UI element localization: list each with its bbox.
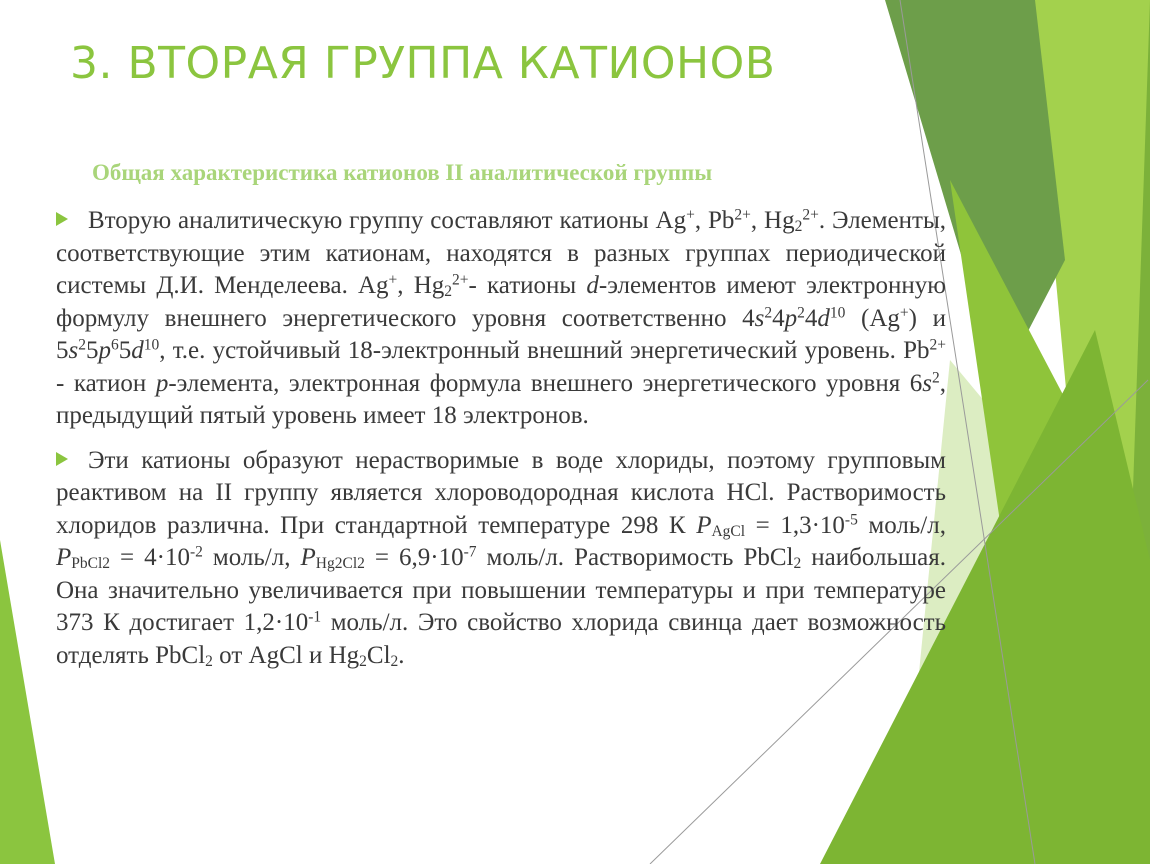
text-segment: + <box>388 271 398 289</box>
text-segment: моль/л. Это свойство хлорида свинца дает возможность отделять PbCl <box>56 609 946 669</box>
text-segment: - катион <box>56 369 156 397</box>
text-segment: = 6,9·10 <box>364 544 464 571</box>
text-segment: 2 <box>764 303 773 321</box>
text-segment: 2 <box>797 303 805 321</box>
triangle-bullet-icon <box>56 452 68 466</box>
text-segment: 2 <box>444 283 453 301</box>
bullet-list <box>56 205 946 672</box>
text-segment: 2+ <box>802 206 819 224</box>
text-segment: 5 <box>85 337 99 364</box>
text-segment: Вторую аналитическую группу составляют катионы Ag <box>88 207 687 234</box>
bullet-item-1 <box>56 205 946 433</box>
text-segment: s <box>68 337 79 364</box>
text-segment: 2 <box>793 555 802 573</box>
text-segment: d <box>131 337 144 364</box>
text-segment: -7 <box>463 543 477 561</box>
text-segment: Hg2Cl2 <box>315 555 365 573</box>
text-segment: (Ag <box>845 304 900 332</box>
text-segment: ) и 5 <box>56 304 946 364</box>
text-segment: 2 <box>932 368 940 386</box>
text-segment: P <box>56 544 72 571</box>
bullet-text-2 <box>56 447 946 669</box>
text-segment: 10 <box>829 303 846 321</box>
text-segment: Cl <box>366 641 391 669</box>
text-segment: , Hg <box>397 272 445 299</box>
text-segment: p <box>155 369 169 397</box>
text-segment: 5 <box>118 337 132 364</box>
text-segment: моль/л. Растворимость PbCl <box>476 544 794 571</box>
text-segment: p <box>98 337 111 364</box>
text-segment: . <box>398 641 405 669</box>
text-segment: -2 <box>190 543 203 561</box>
triangle-bullet-icon <box>56 212 68 226</box>
bullet-text-1 <box>56 207 946 429</box>
text-segment: 2+ <box>452 271 469 289</box>
text-segment: 4 <box>804 304 818 332</box>
text-segment: 2 <box>390 652 399 670</box>
text-segment: PbCl2 <box>71 555 111 573</box>
text-segment: -элементов имеют электронную формулу внешнего энергетического уровня соответственно 4 <box>56 272 946 332</box>
text-segment: 6 <box>110 336 119 354</box>
deco-left-triangle <box>0 540 55 864</box>
text-segment: . Элементы, соответствующие этим катионам, находятся в разных группах периодической системы Д.И. Менделеева. Ag <box>56 207 947 299</box>
text-segment: , Pb <box>694 207 735 234</box>
text-segment: + <box>686 206 695 224</box>
text-segment: моль/л, <box>857 511 946 539</box>
text-segment: + <box>899 303 909 321</box>
text-segment: - катионы <box>468 272 587 299</box>
text-segment: s <box>922 369 932 397</box>
text-segment: наибольшая. Она значительно увеличивается при повышении температуры и при температуре 373 К достигает 1,2·10 <box>56 544 946 636</box>
text-segment: 2 <box>359 652 367 670</box>
text-segment: -элемента, электронная формула внешнего энергетического уровня 6 <box>168 369 923 397</box>
text-segment: 2+ <box>929 336 946 354</box>
text-segment: , Hg <box>750 207 795 234</box>
text-segment: 2 <box>794 218 803 236</box>
text-segment: 10 <box>143 336 160 354</box>
text-segment: 2 <box>205 652 213 670</box>
text-segment: , т.е. устойчивый 18-электронный внешний энергетический уровень. Pb <box>159 337 930 364</box>
text-segment: p <box>784 304 798 332</box>
slide-subtitle: Общая характеристика катионов II аналитической группы <box>92 160 713 185</box>
text-segment: 2 <box>78 336 86 354</box>
text-segment: -5 <box>844 510 858 528</box>
text-segment: от AgCl и Hg <box>212 641 360 669</box>
text-segment: P <box>696 511 712 539</box>
text-segment: d <box>817 304 830 332</box>
text-segment: , предыдущий пятый уровень имеет 18 электронов. <box>56 369 946 429</box>
text-segment: = 1,3·10 <box>745 511 845 539</box>
text-segment: AgCl <box>711 522 746 540</box>
bullet-item-2 <box>56 445 946 673</box>
text-segment: s <box>754 304 765 332</box>
text-segment: Эти катионы образуют нерастворимые в воде хлориды, поэтому групповым реактивом на II группу является хлороводородная кислота HCl. Растворимость хлоридов различна. При стандартной температуре 298 К <box>56 446 946 539</box>
text-segment: = 4·10 <box>110 544 190 571</box>
text-segment: 2+ <box>734 206 751 224</box>
slide-title: 3. ВТОРАЯ ГРУППА КАТИОНОВ <box>70 38 776 89</box>
text-segment: d <box>586 272 599 299</box>
text-segment: -1 <box>308 608 322 626</box>
text-segment: P <box>300 544 316 571</box>
text-segment: моль/л, <box>202 544 301 571</box>
text-segment: 4 <box>772 304 785 332</box>
